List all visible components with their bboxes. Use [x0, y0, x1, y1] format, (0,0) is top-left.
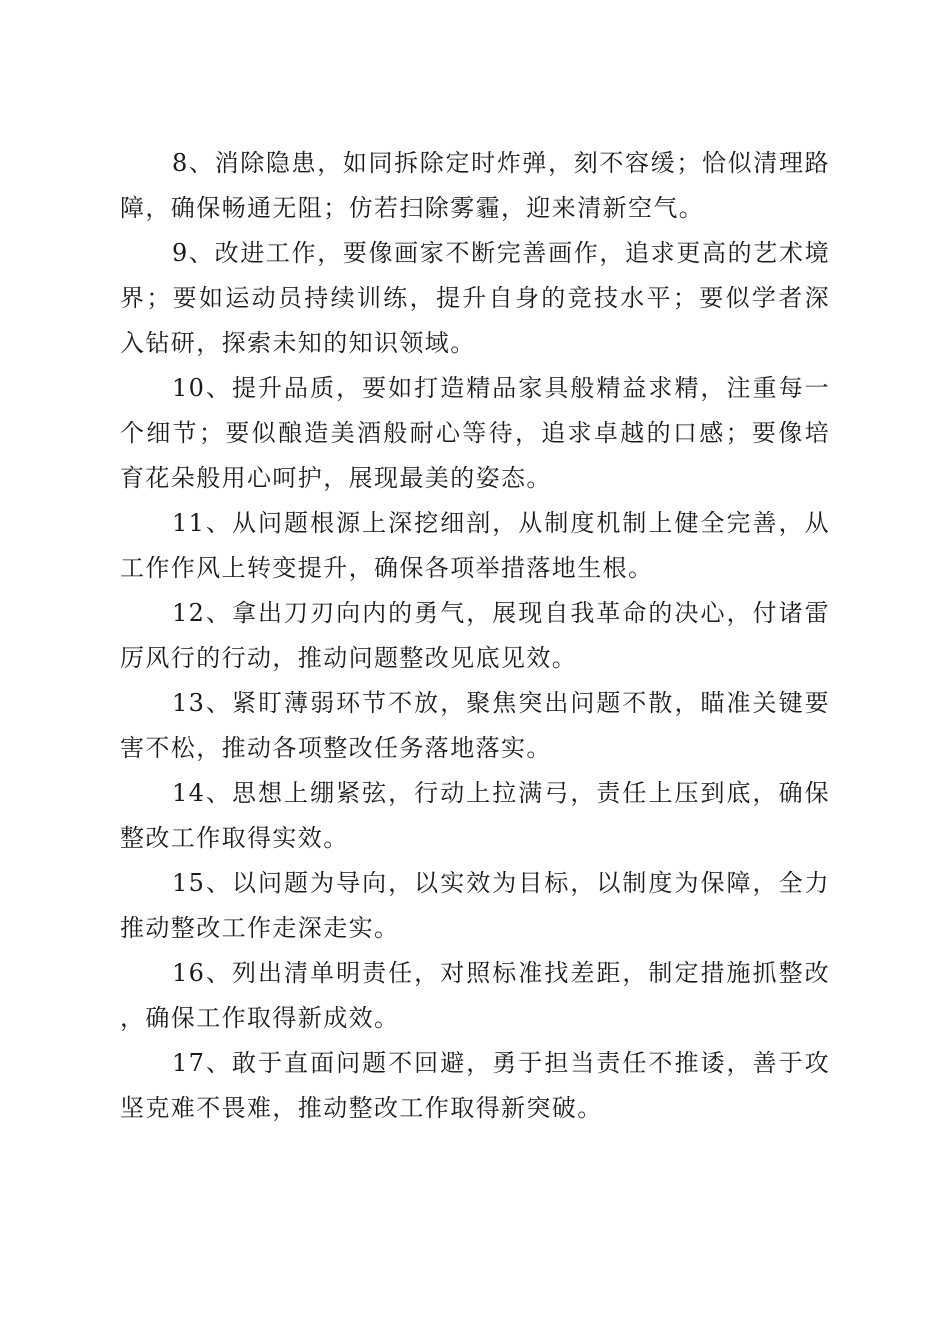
- paragraph-11: 11、从问题根源上深挖细剖，从制度机制上健全完善，从工作作风上转变提升，确保各项举措落地生根。: [120, 509, 830, 582]
- paragraph-17: 17、敢于直面问题不回避，勇于担当责任不推诿，善于攻坚克难不畏难，推动整改工作取得新突破。: [120, 1049, 830, 1122]
- paragraph-14: 14、思想上绷紧弦，行动上拉满弓，责任上压到底，确保整改工作取得实效。: [120, 779, 830, 852]
- paragraph-13: 13、紧盯薄弱环节不放，聚焦突出问题不散，瞄准关键要害不松，推动各项整改任务落地落实。: [120, 689, 830, 762]
- paragraph-15: 15、以问题为导向，以实效为目标，以制度为保障，全力推动整改工作走深走实。: [120, 869, 830, 942]
- paragraph-8: 8、消除隐患，如同拆除定时炸弹，刻不容缓；恰似清理路障，确保畅通无阻；仿若扫除雾霾，迎来清新空气。: [120, 149, 830, 222]
- paragraph-16: 16、列出清单明责任，对照标准找差距，制定措施抓整改，确保工作取得新成效。: [120, 959, 830, 1032]
- paragraph-12: 12、拿出刀刃向内的勇气，展现自我革命的决心，付诸雷厉风行的行动，推动问题整改见底见效。: [120, 599, 830, 672]
- document-body: [120, 141, 830, 1131]
- paragraph-9: 9、改进工作，要像画家不断完善画作，追求更高的艺术境界；要如运动员持续训练，提升自身的竞技水平；要似学者深入钻研，探索未知的知识领域。: [120, 239, 830, 357]
- paragraph-10: 10、提升品质，要如打造精品家具般精益求精，注重每一个细节；要似酿造美酒般耐心等待，追求卓越的口感；要像培育花朵般用心呵护，展现最美的姿态。: [120, 374, 830, 492]
